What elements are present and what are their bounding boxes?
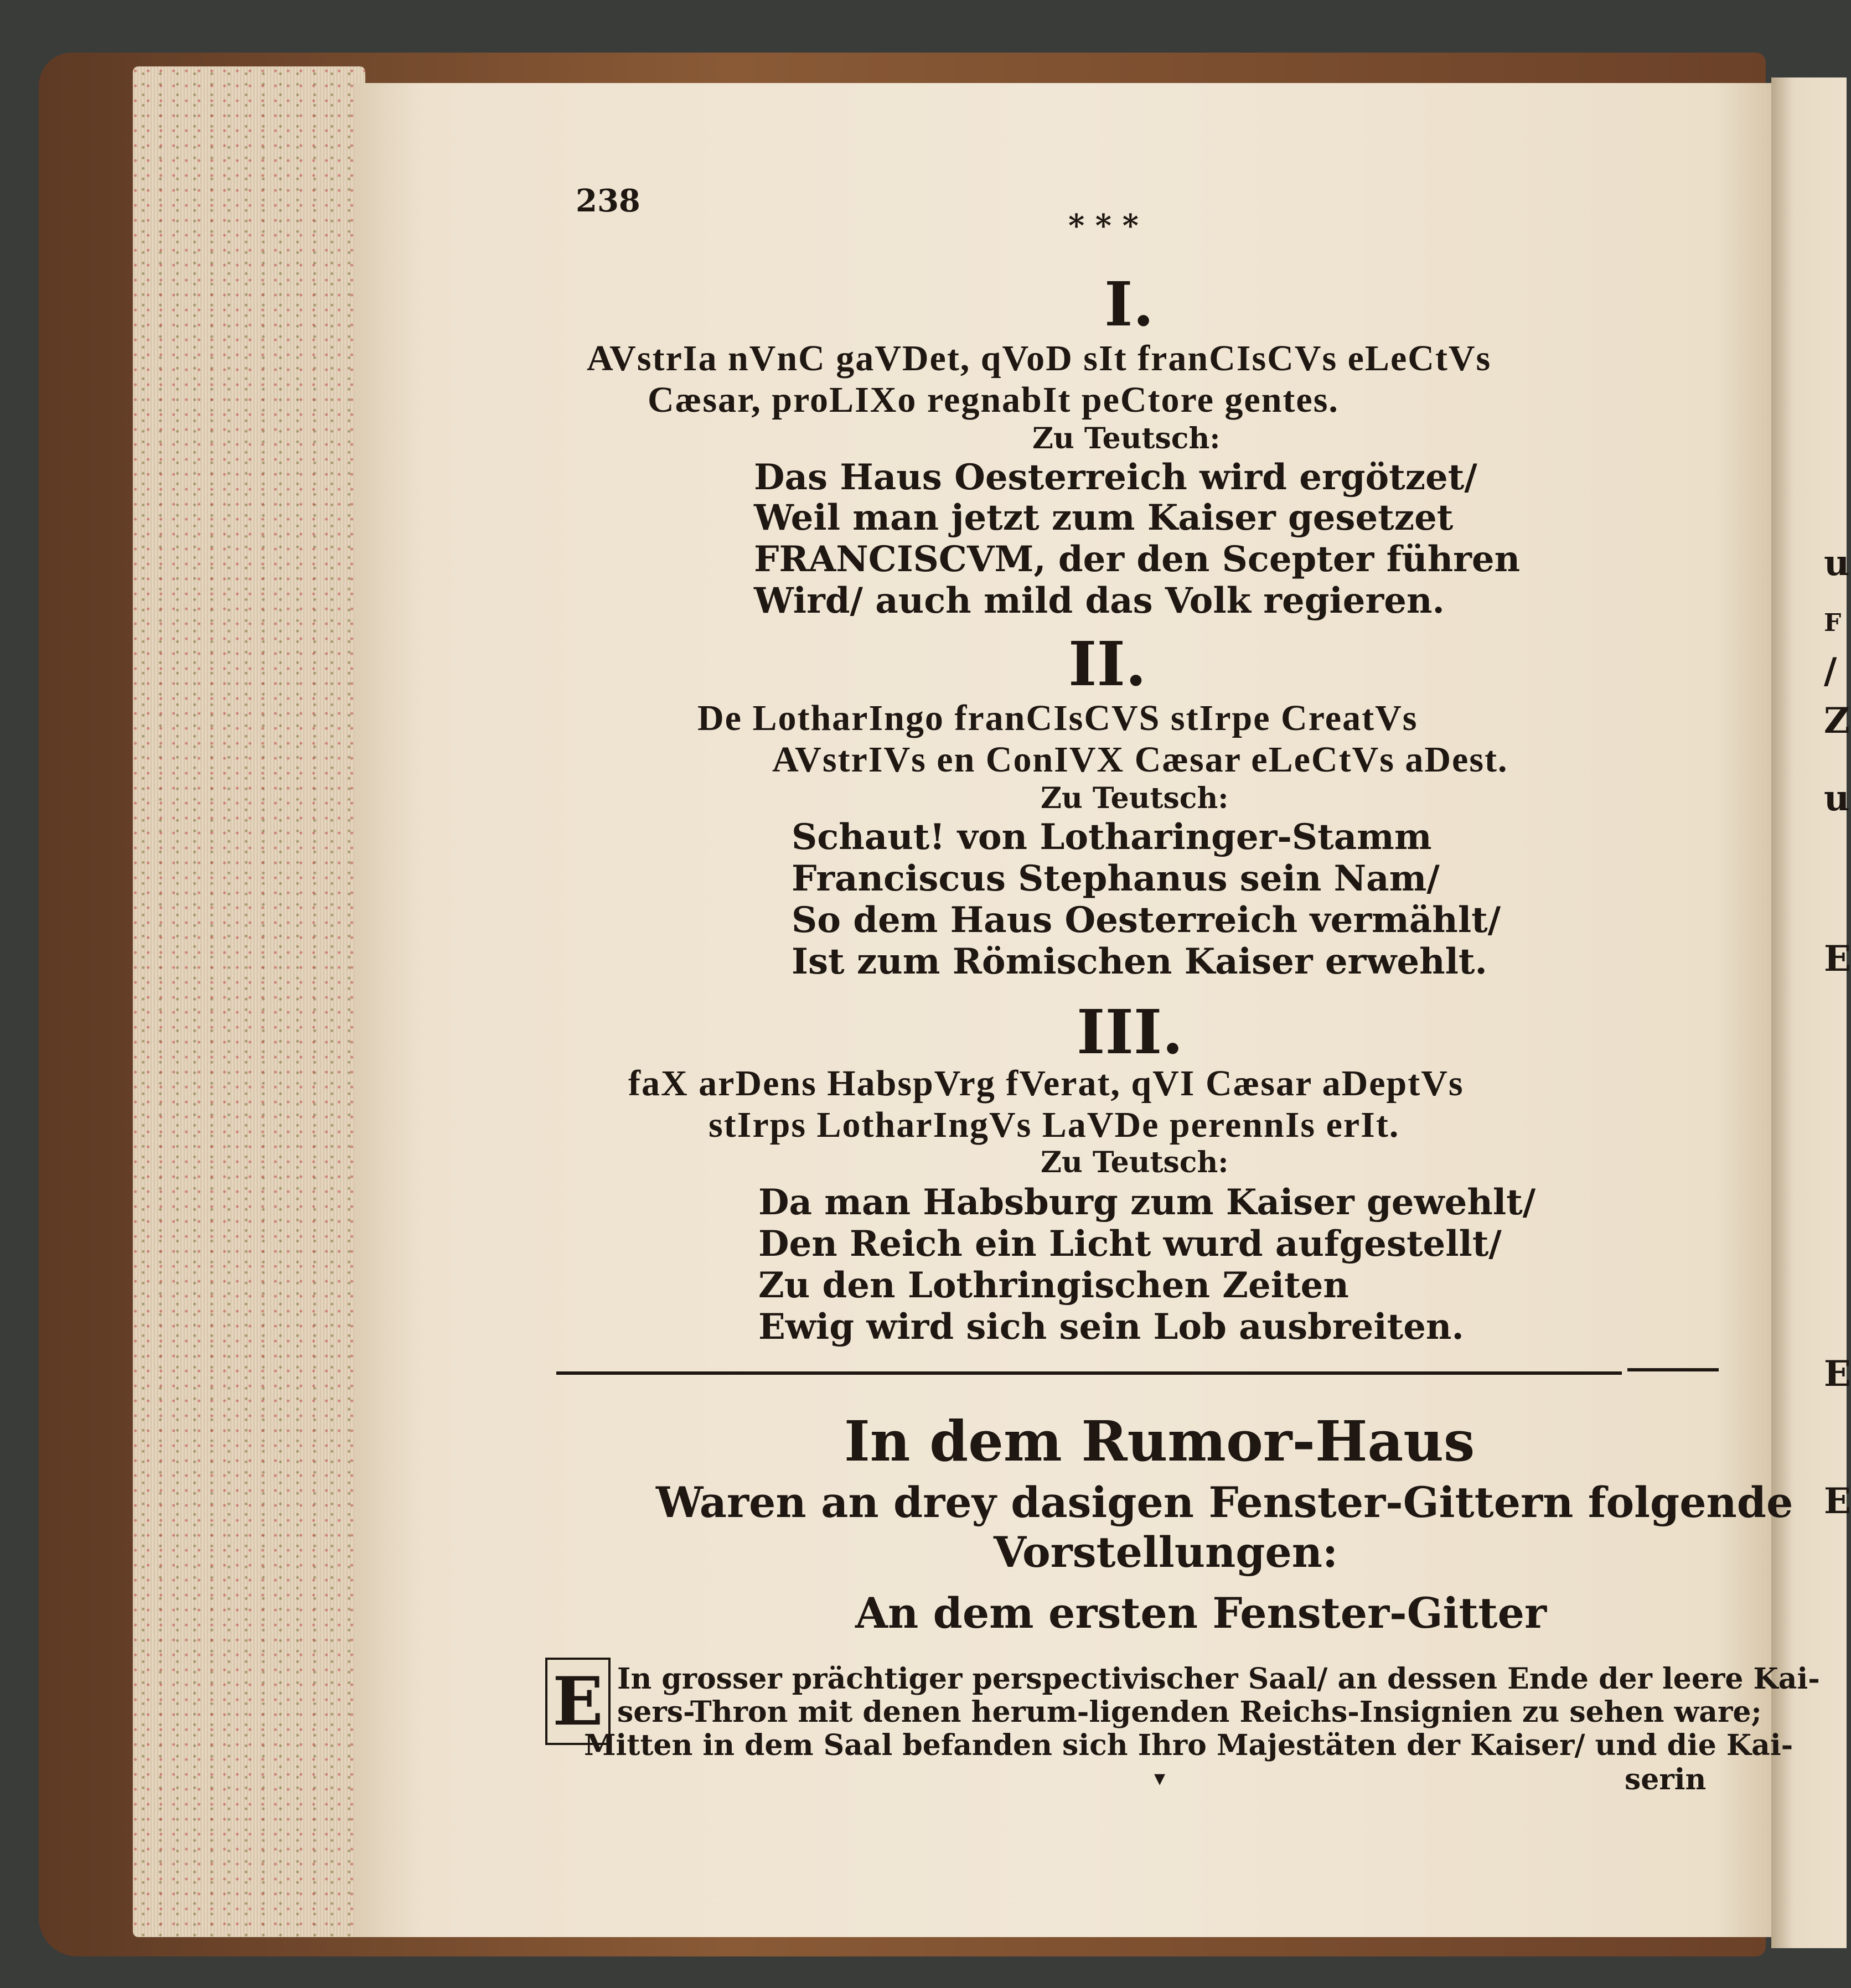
latin-line: stIrps LotharIngVs LaVDe perennIs erIt. bbox=[709, 1105, 1400, 1145]
translation-label: Zu Teutsch: bbox=[1041, 781, 1229, 815]
latin-line: faX arDens HabspVrg fVerat, qVI Cæsar aDeptVs bbox=[628, 1063, 1464, 1104]
drop-cap: E bbox=[545, 1658, 611, 1745]
rumor-heading: In dem Rumor-Haus bbox=[844, 1409, 1475, 1474]
latin-line: AVstrIVs en ConIVX Cæsar eLeCtVs aDest. bbox=[772, 739, 1508, 780]
next-page-fragment: F bbox=[1824, 609, 1842, 637]
latin-line: AVstrIa nVnC gaVDet, qVoD sIt franCIsCVs eLeCtVs bbox=[587, 338, 1492, 379]
latin-line: De LotharIngo franCIsCVS stIrpe CreatVs bbox=[697, 698, 1418, 738]
next-page-fragment: u bbox=[1824, 778, 1850, 819]
verse-line: Weil man jetzt zum Kaiser gesetzet bbox=[754, 497, 1454, 539]
body-line: Mitten in dem Saal befanden sich Ihro Majestäten der Kaiser/ und die Kai- bbox=[584, 1728, 1793, 1762]
verse-line: Zu den Lothringischen Zeiten bbox=[758, 1265, 1349, 1306]
signature-mark-icon: ▾ bbox=[1154, 1766, 1166, 1791]
verse-line: Den Reich ein Licht wurd aufgestellt/ bbox=[758, 1223, 1502, 1265]
body-line: sers-Thron mit denen herum-ligenden Reichs-Insignien zu sehen ware; bbox=[617, 1695, 1762, 1729]
verse-line: Da man Habsburg zum Kaiser gewehlt/ bbox=[758, 1182, 1536, 1223]
body-line: In grosser prächtiger perspectivischer Saal/ an dessen Ende der leere Kai- bbox=[617, 1662, 1820, 1696]
verse-line: Das Haus Oesterreich wird ergötzet/ bbox=[754, 457, 1477, 498]
next-page-fragment: E bbox=[1824, 1480, 1851, 1522]
section-numeral: I. bbox=[1104, 268, 1154, 340]
verse-line: Schaut! von Lotharinger-Stamm bbox=[792, 816, 1432, 858]
page-number: 238 bbox=[576, 183, 640, 219]
verse-line: Wird/ auch mild das Volk regieren. bbox=[754, 580, 1445, 622]
translation-label: Zu Teutsch: bbox=[1032, 422, 1221, 455]
verse-line: Franciscus Stephanus sein Nam/ bbox=[792, 858, 1440, 899]
verse-line: Ist zum Römischen Kaiser erwehlt. bbox=[792, 941, 1487, 982]
section-divider bbox=[1627, 1368, 1719, 1371]
catchword: serin bbox=[1625, 1763, 1707, 1797]
window-heading: An dem ersten Fenster-Gitter bbox=[855, 1588, 1547, 1638]
section-numeral: II. bbox=[1068, 628, 1147, 700]
page-edges bbox=[133, 66, 365, 1937]
rumor-subheading: Waren an drey dasigen Fenster-Gittern folgende bbox=[656, 1478, 1793, 1527]
next-page-fragment: u bbox=[1824, 542, 1850, 584]
next-page-fragment: E bbox=[1824, 1353, 1851, 1395]
verse-line: FRANCISCVM, der den Scepter führen bbox=[754, 539, 1521, 580]
section-divider bbox=[556, 1371, 1622, 1375]
translation-label: Zu Teutsch: bbox=[1041, 1146, 1229, 1179]
next-page-fragment: E bbox=[1824, 938, 1851, 980]
next-page-fragment: Z bbox=[1824, 700, 1850, 742]
latin-line: Cæsar, proLIXo regnabIt peCtore gentes. bbox=[648, 380, 1339, 420]
rumor-subheading-2: Vorstellungen: bbox=[994, 1528, 1338, 1577]
ornament-stars: * * * bbox=[1068, 208, 1139, 244]
verse-line: So dem Haus Oesterreich vermählt/ bbox=[792, 899, 1501, 941]
section-numeral: III. bbox=[1077, 996, 1183, 1068]
next-page-fragment: / bbox=[1824, 650, 1837, 692]
verse-line: Ewig wird sich sein Lob ausbreiten. bbox=[758, 1306, 1464, 1348]
